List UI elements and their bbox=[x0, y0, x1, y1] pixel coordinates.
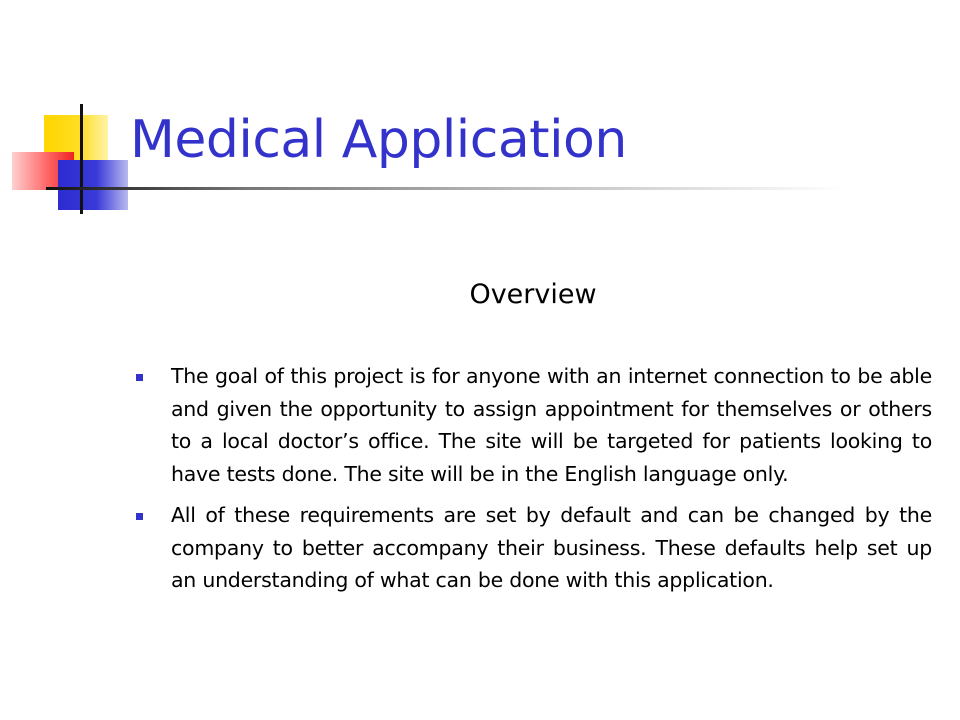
bullet-text: All of these requirements are set by default and can be changed by the company to better accompany their business. These defaults help set up an understanding of what can be done with this application. bbox=[171, 503, 932, 592]
bullet-item bbox=[134, 360, 932, 490]
bullet-square-icon bbox=[136, 513, 143, 520]
slide-title: Medical Application bbox=[130, 110, 627, 170]
bullet-list bbox=[134, 360, 932, 606]
slide-subtitle: Overview bbox=[469, 279, 597, 310]
bullet-item bbox=[134, 499, 932, 597]
bullet-text: The goal of this project is for anyone with an internet connection to be able and given the opportunity to assign appointment for themselves or others to a local doctor’s office. The site will be targeted for patients looking to have tests done. The site will be in the English language only. bbox=[171, 364, 932, 486]
title-underline bbox=[46, 187, 846, 190]
bullet-square-icon bbox=[136, 374, 143, 381]
deco-vertical-line bbox=[80, 104, 83, 214]
deco-blue-square bbox=[58, 160, 128, 210]
